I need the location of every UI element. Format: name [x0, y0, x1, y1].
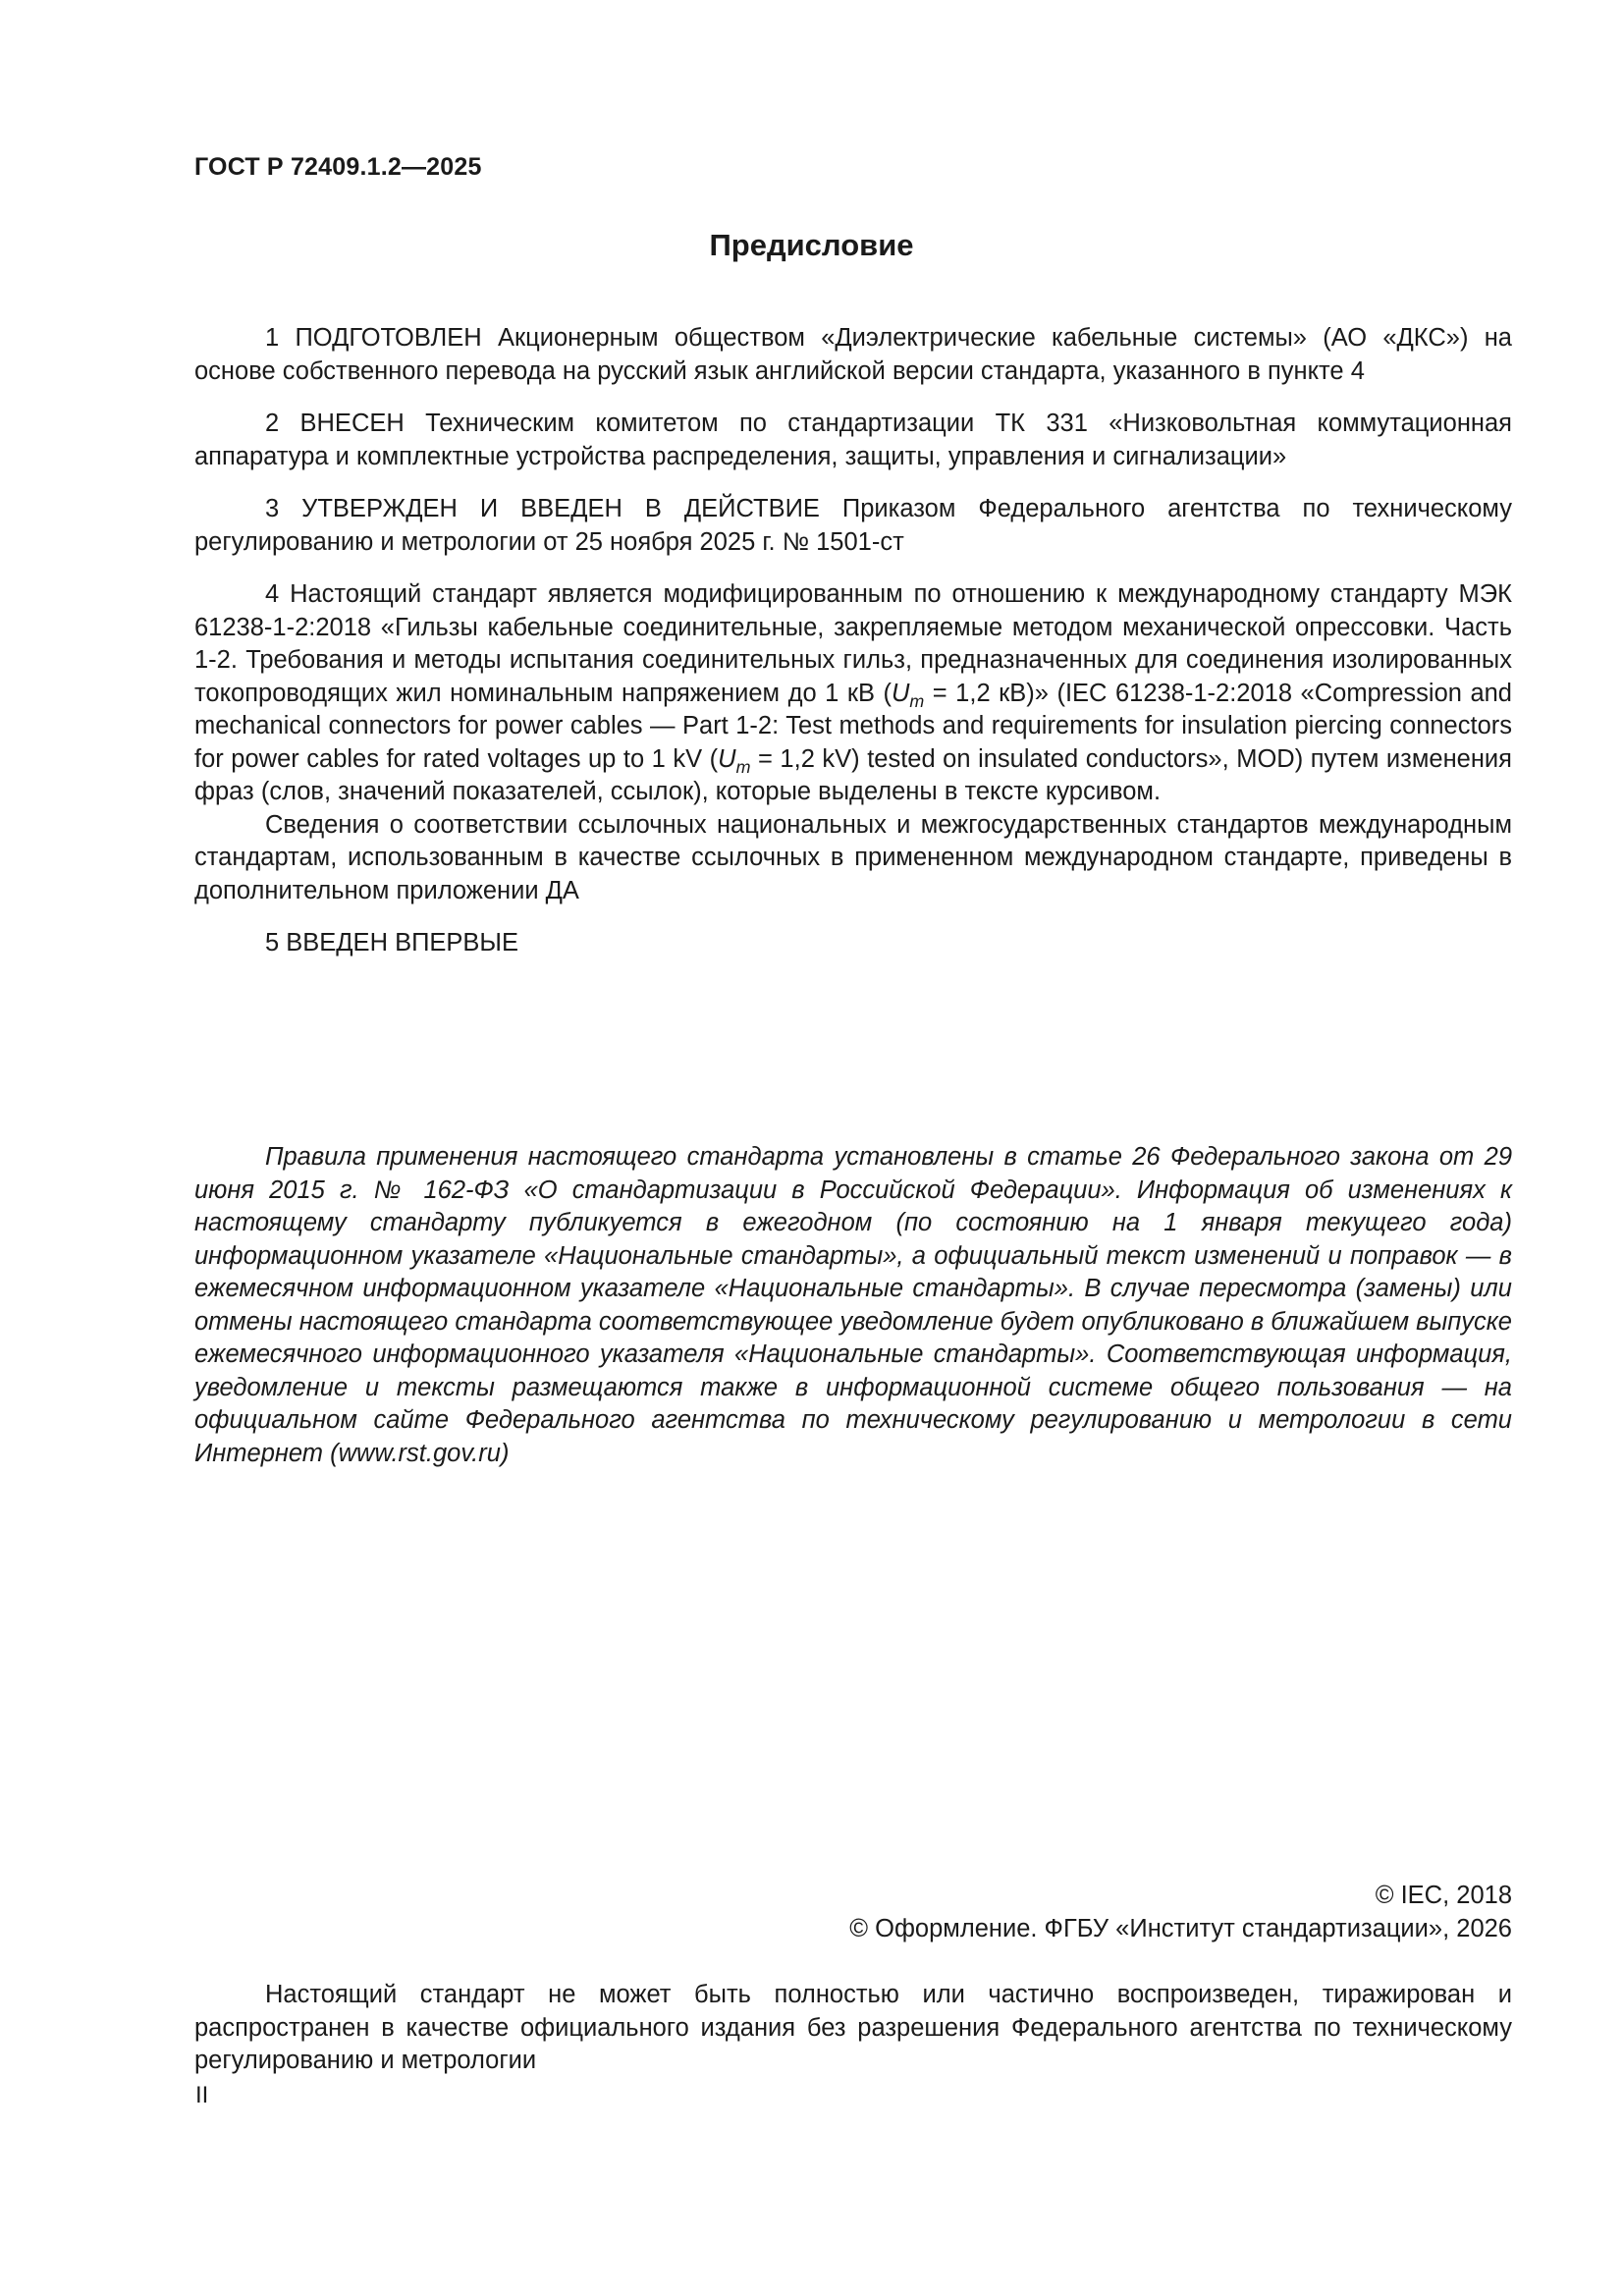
voltage-subscript: m	[909, 690, 925, 711]
item-4-text-part2: = 1,2 кВ)» (IEC 61238-1-2:2018 «Compression and mechanical connectors for power cables — Part 1-2: Test methods and requirements for insulation piercing connectors for power cables for rated voltages up to 1 kV (	[194, 679, 1512, 773]
item-4-text-part1: 4 Настоящий стандарт является модифицированным по отношению к международному стандарту МЭК 61238-1-2:2018 «Гильзы кабельные соединительные, закрепляемые методом механической опрессовки. Часть 1-2. Требования и методы испытания соединительных гильз, предназначенных для соединения изолированных токопроводящих жил номинальным напряжением до 1 кВ (	[194, 580, 1512, 707]
foreword-item-2: 2 ВНЕСЕН Техническим комитетом по стандартизации ТК 331 «Низковольтная коммутационная аппаратура и комплектные устройства распределения, защиты, управления и сигнализации»	[194, 410, 1512, 470]
foreword-item-5: 5 ВВЕДЕН ВПЕРВЫЕ	[265, 929, 519, 957]
item-4-text-part3: = 1,2 kV) tested on insulated conductors», MOD) путем изменения фраз (слов, значений показателей, ссылок), которые выделены в тексте курсивом.	[194, 744, 1512, 805]
page-title: Предисловие	[709, 228, 914, 262]
reproduction-disclaimer: Настоящий стандарт не может быть полностью или частично воспроизведен, тиражирован и распространен в качестве официального издания без разрешения Федерального агентства по техническому регулированию и метрологии	[194, 1981, 1512, 2074]
copyright-iec: © IEC, 2018	[1375, 1882, 1512, 1909]
voltage-subscript: m	[735, 756, 751, 777]
copyright-block	[849, 1880, 1512, 1945]
document-code: ГОСТ Р 72409.1.2—2025	[194, 153, 482, 181]
application-rules-notice: Правила применения настоящего стандарта установлены в статье 26 Федерального закона от 29 июня 2015 г. № 162-ФЗ «О стандартизации в Российской Федерации». Информация об изменениях к настоящему стандарту публикуется в ежегодном (по состоянию на 1 января текущего года) информационном указателе «Национальные стандарты», а официальный текст изменений и поправок — в ежемесячном информационном указателе «Национальные стандарты». В случае пересмотра (замены) или отмены настоящего стандарта соответствующее уведомление будет опубликовано в ближайшем выпуске ежемесячного информационного указателя «Национальные стандарты». Соответствующая информация, уведомление и тексты размещаются также в информационной системе общего пользования — на официальном сайте Федерального агентства по техническому регулированию и метрологии в сети Интернет (www.rst.gov.ru)	[194, 1143, 1512, 1467]
voltage-symbol: U	[718, 744, 736, 773]
voltage-symbol: U	[891, 679, 910, 707]
foreword-item-3: 3 УТВЕРЖДЕН И ВВЕДЕН В ДЕЙСТВИЕ Приказом Федерального агентства по техническому регулированию и метрологии от 25 ноября 2025 г. № 1501-ст	[194, 495, 1512, 556]
foreword-item-1: 1 ПОДГОТОВЛЕН Акционерным обществом «Диэлектрические кабельные системы» (АО «ДКС») на основе собственного перевода на русский язык английской версии стандарта, указанного в пункте 4	[194, 324, 1512, 385]
foreword-item-4	[194, 578, 1512, 809]
copyright-fgbu: © Оформление. ФГБУ «Институт стандартизации», 2026	[849, 1914, 1512, 1942]
page-number: II	[195, 2082, 209, 2108]
foreword-item-4-extra: Сведения о соответствии ссылочных национальных и межгосударственных стандартов международным стандартам, использованным в качестве ссылочных в примененном международном стандарте, приведены в дополнительном приложении ДА	[194, 810, 1512, 904]
foreword-body	[194, 322, 1512, 960]
